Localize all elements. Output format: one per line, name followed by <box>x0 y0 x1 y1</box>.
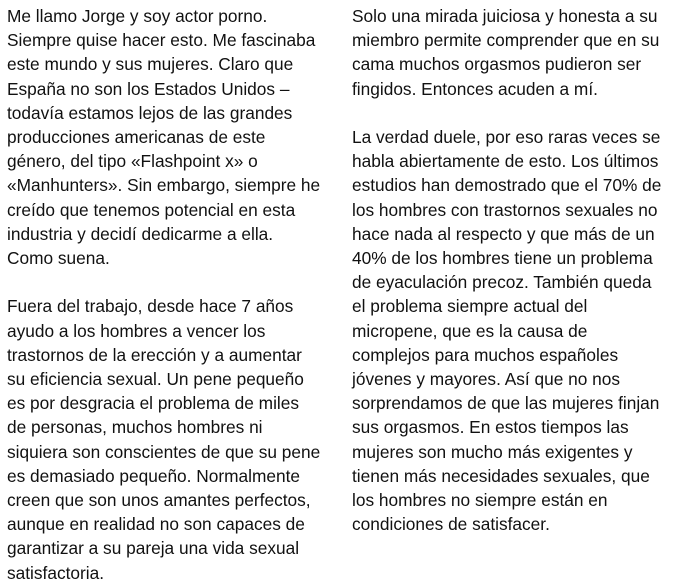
text-line: este mundo y sus mujeres. Claro que <box>7 54 294 75</box>
text-line: estudios han demostrado que el 70% de <box>352 175 662 196</box>
text-line: los hombres con trastornos sexuales no <box>352 199 658 220</box>
left-text-column <box>7 4 347 585</box>
text-line: habla abiertamente de esto. Los últimos <box>352 151 659 172</box>
text-line: industria y decidí dedicarme a ella. <box>7 223 274 244</box>
text-line: trastornos de la erección y a aumentar <box>7 344 302 365</box>
text-line: Como suena. <box>7 248 110 269</box>
text-line: aunque en realidad no son capaces de <box>7 514 305 535</box>
text-line: tienen más necesidades sexuales, que <box>352 465 650 486</box>
text-line: de eyaculación precoz. También queda <box>352 272 652 293</box>
text-line: España no son los Estados Unidos – <box>7 78 290 99</box>
text-line: creído que tenemos potencial en esta <box>7 199 296 220</box>
text-line: sus orgasmos. En estos tiempos las <box>352 417 629 438</box>
text-line: miembro permite comprender que en su <box>352 30 660 51</box>
text-line: ayudo a los hombres a vencer los <box>7 320 266 341</box>
text-line: garantizar a su pareja una vida sexual <box>7 538 300 559</box>
text-line: es demasiado pequeño. Normalmente <box>7 465 300 486</box>
paragraph-truth <box>352 125 694 536</box>
text-line: su eficiencia sexual. Un pene pequeño <box>7 369 304 390</box>
text-line: hace nada al respecto y que más de un <box>352 223 655 244</box>
text-line: el problema siempre actual del <box>352 296 588 317</box>
text-line: «Manhunters». Sin embargo, siempre he <box>7 175 321 196</box>
text-line: Fuera del trabajo, desde hace 7 años <box>7 296 294 317</box>
text-line: satisfactoria. <box>7 562 105 583</box>
text-line: condiciones de satisfacer. <box>352 514 550 535</box>
text-line: complejos para muchos españoles <box>352 344 619 365</box>
text-line: siquiera son conscientes de que su pene <box>7 441 321 462</box>
text-line: jóvenes y mayores. Así que no nos <box>352 369 621 390</box>
text-line: mujeres son mucho más exigentes y <box>352 441 633 462</box>
text-line: producciones americanas de este <box>7 127 266 148</box>
text-line: Solo una mirada juiciosa y honesta a su <box>352 6 658 26</box>
text-line: cama muchos orgasmos pudieron ser <box>352 54 642 75</box>
paragraph-look <box>352 4 694 101</box>
text-line: fingidos. Entonces acuden a mí. <box>352 78 598 99</box>
text-line: género, del tipo «Flashpoint x» o <box>7 151 258 172</box>
text-line: La verdad duele, por eso raras veces se <box>352 127 661 147</box>
paragraph-work <box>7 294 347 584</box>
text-line: creen que son unos amantes perfectos, <box>7 490 311 511</box>
text-line: Siempre quise hacer esto. Me fascinaba <box>7 30 316 51</box>
text-line: los hombres no siempre están en <box>352 490 608 511</box>
text-line: de personas, muchos hombres ni <box>7 417 263 438</box>
text-line: Me llamo Jorge y soy actor porno. <box>7 6 268 26</box>
text-line: 40% de los hombres tiene un problema <box>352 248 653 269</box>
text-line: sorprendamos de que las mujeres finjan <box>352 393 660 414</box>
text-line: todavía estamos lejos de las grandes <box>7 102 293 123</box>
text-line: micropene, que es la causa de <box>352 320 588 341</box>
text-line: es por desgracia el problema de miles <box>7 393 300 414</box>
paragraph-intro <box>7 4 347 270</box>
right-text-column <box>352 4 694 536</box>
